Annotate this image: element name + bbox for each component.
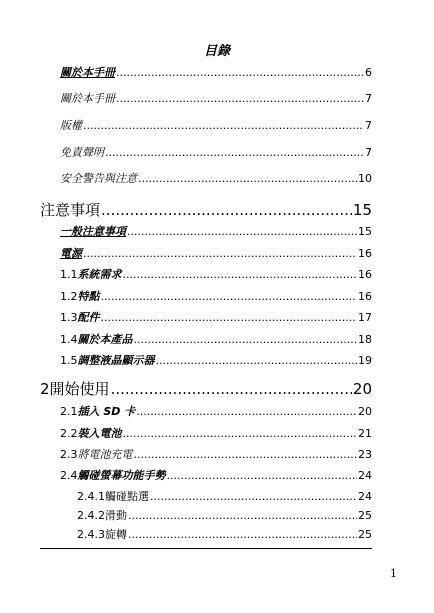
toc-entry-page: 10 — [358, 172, 372, 185]
toc-entry-number: 2 — [40, 380, 50, 398]
toc-entry-label: 一般注意事項 — [60, 225, 126, 238]
toc-entry-page: 15 — [358, 225, 372, 238]
toc-entry[interactable] — [60, 90, 372, 106]
leader-dots — [101, 290, 358, 303]
toc-entry-page: 20 — [352, 380, 372, 398]
toc-entry-page: 16 — [358, 290, 372, 303]
leader-dots — [136, 405, 357, 418]
toc-entry-page: 17 — [358, 311, 372, 324]
leader-dots — [101, 201, 352, 219]
toc-entry-page: 21 — [358, 427, 372, 440]
toc-entry-label: 將電池充電 — [77, 448, 133, 461]
toc-entry-label: 配件 — [77, 311, 100, 324]
leader-dots — [83, 247, 357, 260]
toc-entry-label: 裝入電池 — [77, 427, 122, 440]
leader-dots — [123, 268, 358, 281]
toc-entry-label: 安全警告與注意 — [60, 172, 137, 185]
toc-entry[interactable] — [60, 144, 372, 160]
leader-dots — [156, 354, 358, 367]
leader-dots — [128, 528, 357, 541]
toc-entry-number: 2.2 — [60, 427, 78, 440]
leader-dots — [138, 172, 357, 185]
toc-entry-number: 2.4.2 — [77, 509, 105, 522]
toc-entry-label: 滑動 — [105, 509, 127, 522]
toc-title: 目錄 — [203, 44, 230, 59]
toc-entry-number: 2.4.1 — [77, 490, 105, 503]
toc-entry-number: 2.4 — [60, 469, 78, 482]
toc-entry[interactable] — [60, 352, 372, 368]
toc-entry-label: 版權 — [60, 119, 82, 132]
toc-entry-number: 1.3 — [60, 311, 78, 324]
toc-entry-label: 調整液晶顯示器 — [77, 354, 155, 367]
toc-entry-page: 20 — [358, 405, 372, 418]
toc-entry[interactable] — [77, 526, 372, 542]
toc-entry[interactable] — [60, 309, 372, 325]
toc-entry[interactable] — [77, 488, 372, 504]
toc-entry[interactable] — [60, 467, 372, 483]
leader-dots — [105, 146, 364, 159]
leader-dots — [116, 92, 364, 105]
toc-entry-page: 25 — [358, 528, 372, 541]
toc-entry[interactable] — [60, 170, 372, 186]
leader-dots — [101, 311, 358, 324]
toc-entry-number: 2.1 — [60, 405, 78, 418]
toc-entry[interactable] — [60, 64, 372, 80]
toc-entry-page: 24 — [358, 490, 372, 503]
toc-entry-label: 關於本手冊 — [60, 66, 115, 79]
leader-dots — [134, 448, 358, 461]
toc-entry-number: 1.5 — [60, 354, 78, 367]
toc-entry[interactable] — [60, 117, 372, 133]
toc-entry-page: 7 — [365, 146, 372, 159]
toc-entry[interactable] — [60, 331, 372, 347]
toc-entry[interactable] — [60, 446, 372, 462]
toc-entry-number: 1.2 — [60, 290, 78, 303]
toc-entry[interactable] — [60, 425, 372, 441]
toc-entry[interactable] — [77, 507, 372, 523]
toc-entry[interactable] — [40, 199, 372, 220]
toc-entry-page: 19 — [358, 354, 372, 367]
toc-entry-number: 1.4 — [60, 333, 78, 346]
toc-entry-page: 25 — [358, 509, 372, 522]
toc-entry[interactable] — [60, 288, 372, 304]
leader-dots — [116, 66, 364, 79]
leader-dots — [83, 119, 364, 132]
toc-entry-page: 24 — [358, 469, 372, 482]
toc-entry[interactable] — [60, 223, 372, 239]
leader-dots — [128, 509, 357, 522]
toc-entry-number: 1.1 — [60, 268, 78, 281]
toc-entry-number: 2.3 — [60, 448, 78, 461]
toc-entry-number: 2.4.3 — [77, 528, 105, 541]
toc-entry-page: 6 — [365, 66, 372, 79]
toc-entry-page: 15 — [352, 201, 372, 219]
leader-dots — [111, 380, 352, 398]
toc-entry[interactable] — [60, 266, 372, 282]
toc-entry-label: 關於本產品 — [77, 333, 133, 346]
footer-divider — [40, 548, 372, 549]
toc-entry-label: 旋轉 — [105, 528, 127, 541]
leader-dots — [127, 225, 357, 238]
toc-entry[interactable] — [40, 378, 372, 399]
leader-dots — [123, 427, 358, 440]
toc-entry-label: 插入 SD 卡 — [77, 405, 136, 418]
toc-entry-page: 18 — [358, 333, 372, 346]
toc-entry-label: 觸碰點選 — [105, 490, 149, 503]
toc-entry-page: 7 — [365, 92, 372, 105]
toc-entry-label: 系統需求 — [77, 268, 122, 281]
leader-dots — [150, 490, 357, 503]
leader-dots — [134, 333, 358, 346]
toc-entry[interactable] — [60, 403, 372, 419]
toc-entry-label: 免責聲明 — [60, 146, 104, 159]
leader-dots — [167, 469, 358, 482]
toc-entry-label: 電源 — [60, 247, 82, 260]
toc-entry-page: 7 — [365, 119, 372, 132]
toc-entry-page: 16 — [358, 247, 372, 260]
toc-entry-page: 16 — [358, 268, 372, 281]
toc-entry-label: 注意事項 — [40, 201, 101, 219]
toc-entry-label: 關於本手冊 — [60, 92, 115, 105]
toc-entry-page: 23 — [358, 448, 372, 461]
page-number: 1 — [390, 567, 397, 580]
toc-entry-label: 特點 — [77, 290, 100, 303]
toc-entry-label: 觸碰螢幕功能手勢 — [77, 469, 166, 482]
toc-entry-label: 開始使用 — [49, 380, 110, 398]
toc-entry[interactable] — [60, 245, 372, 261]
